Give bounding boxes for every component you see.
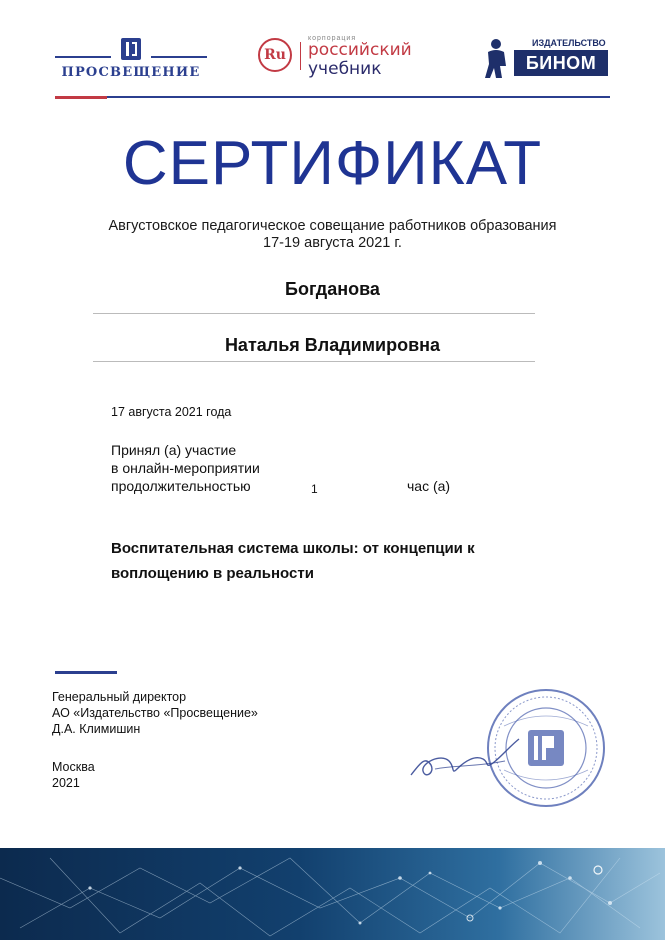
given-names-underline: [93, 361, 535, 362]
binom-logo: [484, 36, 610, 80]
event-topic: [111, 536, 581, 586]
ru-circle-icon: Ru: [258, 38, 292, 72]
footer-network-banner: [0, 848, 665, 940]
signer-position: Генеральный директор: [52, 690, 187, 704]
event-subtitle: [0, 218, 665, 252]
event-dates: 17-19 августа 2021 г.: [263, 235, 402, 251]
binom-logo-small-text: ИЗДАТЕЛЬСТВО: [532, 38, 606, 48]
signature-accent-bar: [55, 671, 117, 674]
place-block: [52, 759, 95, 791]
signer-name: Д.А. Климишин: [52, 722, 141, 736]
ru-logo-line2: учебник: [308, 59, 382, 79]
ru-logo-line1: российский: [308, 40, 412, 60]
reader-figure-icon: [484, 38, 510, 78]
certificate-date: 17 августа 2021 года: [111, 405, 232, 419]
event-topic-line-2: воплощению в реальности: [111, 565, 314, 582]
binom-logo-text: БИНОМ: [514, 50, 608, 76]
handwritten-signature-icon: [405, 725, 525, 785]
recipient-given-names: Наталья Владимировна: [224, 335, 441, 355]
participation-line-2: в онлайн-мероприятии: [111, 460, 260, 476]
signer-block: [52, 689, 258, 737]
place-year: 2021: [52, 776, 80, 790]
header-divider-accent: [55, 96, 107, 99]
event-topic-line-1: Воспитательная система школы: от концепции к: [111, 540, 475, 557]
hours-value: 1: [311, 482, 318, 496]
prosveshchenie-logo: [55, 38, 207, 82]
signer-organization: АО «Издательство «Просвещение»: [52, 706, 258, 720]
surname-underline: [93, 313, 535, 314]
hours-unit: час (а): [407, 478, 451, 494]
place-city: Москва: [52, 760, 95, 774]
participation-text: [111, 441, 260, 495]
ru-logo-small-text: корпорация: [308, 35, 357, 42]
participation-line-1: Принял (а) участие: [111, 442, 237, 458]
certificate-title: СЕРТИФИКАТ: [122, 129, 543, 198]
event-name: Августовское педагогическое совещание работников образования: [108, 218, 557, 234]
prosveshchenie-emblem-icon: [121, 38, 141, 60]
header-divider: [55, 96, 610, 98]
recipient-surname: Богданова: [285, 279, 380, 299]
prosveshchenie-logo-text: ПРОСВЕЩЕНИЕ: [61, 65, 201, 80]
russian-textbook-logo: [258, 32, 438, 80]
participation-line-3: продолжительностью: [111, 478, 251, 494]
